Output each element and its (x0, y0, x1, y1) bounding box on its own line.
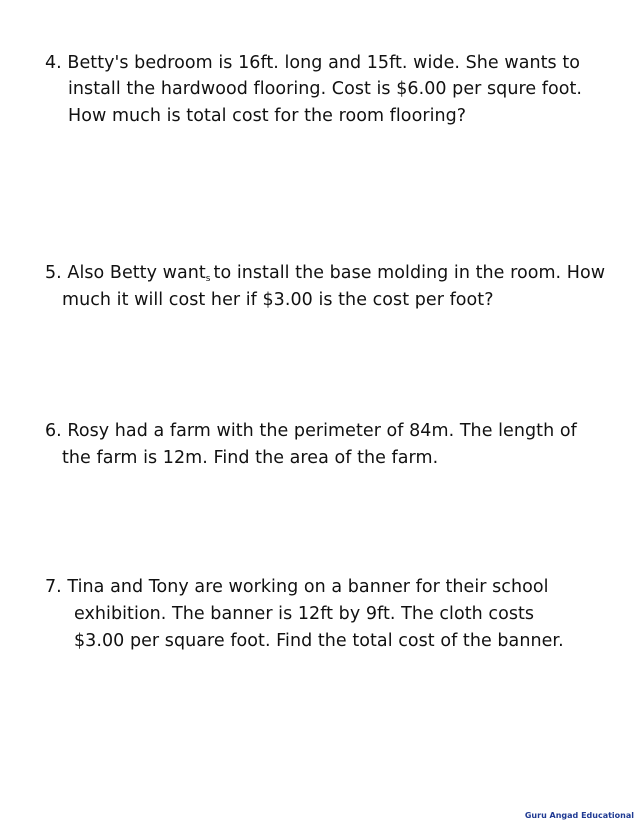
problem-4-number: 4. (45, 53, 62, 73)
problem-6-line-2: the farm is 12m. Find the area of the farm. (62, 448, 439, 468)
problem-5-number: 5. (45, 263, 62, 283)
problem-7-line-2: exhibition. The banner is 12ft by 9ft. The cloth costs (74, 604, 535, 624)
problem-7-number: 7. (45, 577, 62, 597)
problem-4-line-1: 4. Betty's bedroom is 16ft. long and 15ft. wide. She wants to (45, 53, 581, 73)
problem-6-number: 6. (45, 421, 62, 441)
problem-6-line-1: 6. Rosy had a farm with the perimeter of 84m. The length of (45, 421, 577, 441)
problem-7-line-1: 7. Tina and Tony are working on a banner for their school (45, 577, 549, 597)
problem-5-line-2: much it will cost her if $3.00 is the cost per foot? (62, 290, 494, 310)
publisher-footer: Guru Angad Educational (524, 811, 634, 820)
problem-4-line-3: How much is total cost for the room flooring? (68, 106, 467, 126)
problem-5-line-1: 5. Also Betty wants to install the base molding in the room. How (45, 263, 606, 284)
problem-7-line-3: $3.00 per square foot. Find the total cost of the banner. (74, 631, 564, 651)
problem-4-line-2: install the hardwood flooring. Cost is $6.00 per squre foot. (68, 79, 583, 99)
